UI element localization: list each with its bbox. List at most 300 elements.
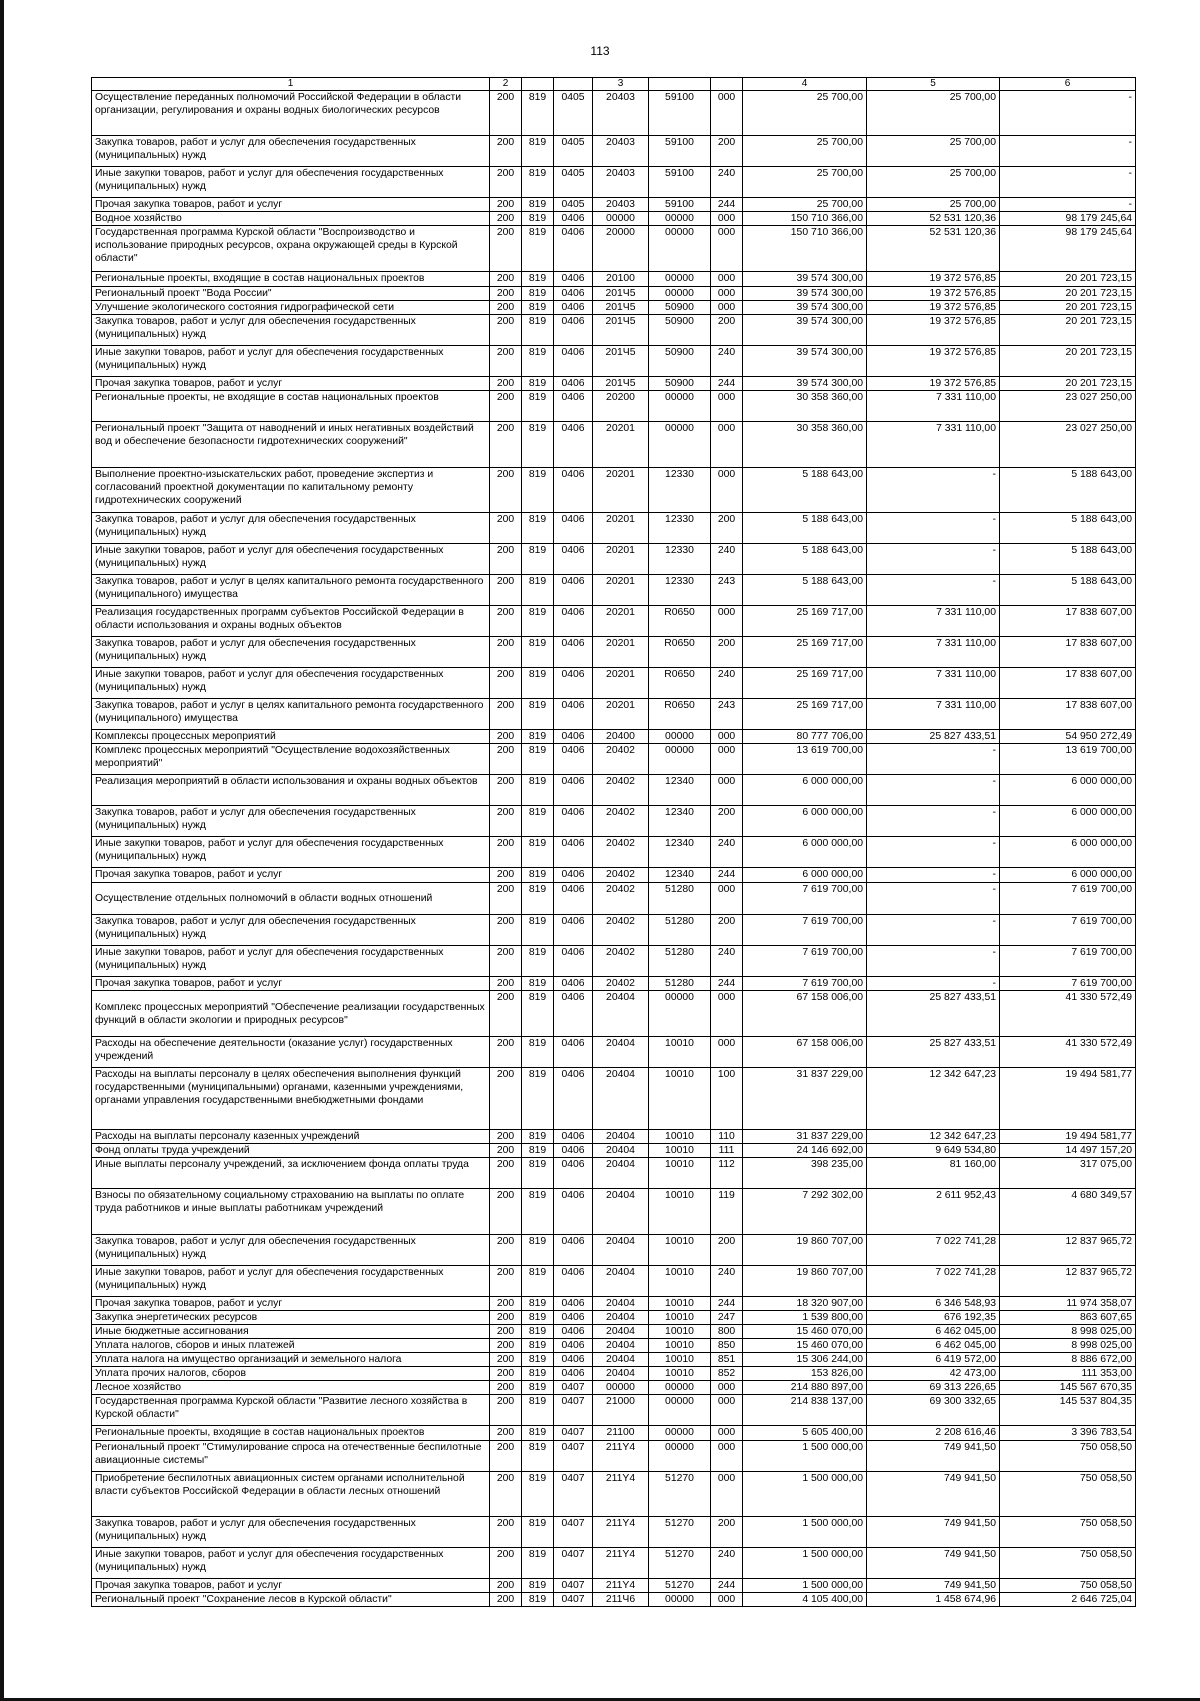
code-cell-grbs: 819 bbox=[522, 1158, 554, 1189]
table-row bbox=[92, 775, 1136, 806]
code-cell-direction: 10010 bbox=[649, 1130, 711, 1144]
code-cell-expense-type: 111 bbox=[711, 1144, 743, 1158]
code-cell-direction: 00000 bbox=[649, 1395, 711, 1426]
code-cell-200: 200 bbox=[490, 422, 522, 468]
code-cell-program: 00000 bbox=[593, 212, 649, 226]
code-cell-direction: 10010 bbox=[649, 1367, 711, 1381]
amount-cell-col5: 1 458 674,96 bbox=[867, 1593, 1000, 1607]
row-name-cell: Прочая закупка товаров, работ и услуг bbox=[92, 377, 490, 391]
code-cell-section: 0407 bbox=[554, 1381, 593, 1395]
table-row bbox=[92, 1068, 1136, 1130]
amount-cell-col5: 25 700,00 bbox=[867, 198, 1000, 212]
row-name-cell: Закупка товаров, работ и услуг для обеспечения государственных (муниципальных) нужд bbox=[92, 806, 490, 837]
amount-cell-col6: 750 058,50 bbox=[1000, 1472, 1136, 1517]
code-cell-program: 20404 bbox=[593, 1037, 649, 1068]
code-cell-200: 200 bbox=[490, 1235, 522, 1266]
amount-cell-col4: 5 188 643,00 bbox=[743, 575, 867, 606]
amount-cell-col4: 25 700,00 bbox=[743, 167, 867, 198]
code-cell-grbs: 819 bbox=[522, 1297, 554, 1311]
table-row bbox=[92, 1548, 1136, 1579]
row-name-cell: Фонд оплаты труда учреждений bbox=[92, 1144, 490, 1158]
code-cell-grbs: 819 bbox=[522, 977, 554, 991]
code-cell-200: 200 bbox=[490, 1395, 522, 1426]
table-row bbox=[92, 212, 1136, 226]
code-cell-expense-type: 243 bbox=[711, 699, 743, 730]
table-row bbox=[92, 136, 1136, 167]
row-name-cell: Прочая закупка товаров, работ и услуг bbox=[92, 977, 490, 991]
code-cell-grbs: 819 bbox=[522, 1579, 554, 1593]
table-row bbox=[92, 377, 1136, 391]
code-cell-program: 20404 bbox=[593, 1189, 649, 1235]
code-cell-200: 200 bbox=[490, 287, 522, 301]
code-cell-program: 20200 bbox=[593, 391, 649, 422]
code-cell-direction: 12330 bbox=[649, 468, 711, 513]
code-cell-program: 211Y4 bbox=[593, 1441, 649, 1472]
code-cell-section: 0406 bbox=[554, 837, 593, 868]
code-cell-section: 0406 bbox=[554, 1325, 593, 1339]
amount-cell-col4: 39 574 300,00 bbox=[743, 301, 867, 315]
amount-cell-col4: 39 574 300,00 bbox=[743, 346, 867, 377]
code-cell-section: 0406 bbox=[554, 775, 593, 806]
code-cell-200: 200 bbox=[490, 668, 522, 699]
amount-cell-col5: - bbox=[867, 806, 1000, 837]
code-cell-200: 200 bbox=[490, 946, 522, 977]
amount-cell-col4: 6 000 000,00 bbox=[743, 837, 867, 868]
row-name-cell: Региональные проекты, не входящие в состав национальных проектов bbox=[92, 391, 490, 422]
code-cell-expense-type: 000 bbox=[711, 606, 743, 637]
amount-cell-col6: 7 619 700,00 bbox=[1000, 977, 1136, 991]
code-cell-direction: 10010 bbox=[649, 1189, 711, 1235]
code-cell-program: 20404 bbox=[593, 1367, 649, 1381]
amount-cell-col4: 1 539 800,00 bbox=[743, 1311, 867, 1325]
row-name-cell: Водное хозяйство bbox=[92, 212, 490, 226]
code-cell-section: 0406 bbox=[554, 915, 593, 946]
amount-cell-col4: 5 188 643,00 bbox=[743, 468, 867, 513]
code-cell-expense-type: 000 bbox=[711, 1426, 743, 1441]
table-row bbox=[92, 730, 1136, 744]
table-row bbox=[92, 868, 1136, 883]
code-cell-grbs: 819 bbox=[522, 868, 554, 883]
amount-cell-col6: 2 646 725,04 bbox=[1000, 1593, 1136, 1607]
amount-cell-col4: 4 105 400,00 bbox=[743, 1593, 867, 1607]
code-cell-section: 0406 bbox=[554, 637, 593, 668]
code-cell-program: 20403 bbox=[593, 136, 649, 167]
code-cell-grbs: 819 bbox=[522, 1441, 554, 1472]
code-cell-200: 200 bbox=[490, 883, 522, 915]
row-name-cell: Уплата прочих налогов, сборов bbox=[92, 1367, 490, 1381]
scan-edge-left bbox=[0, 0, 4, 1701]
amount-cell-col6: 6 000 000,00 bbox=[1000, 868, 1136, 883]
table-row bbox=[92, 1593, 1136, 1607]
amount-cell-col4: 19 860 707,00 bbox=[743, 1235, 867, 1266]
amount-cell-col6: 6 000 000,00 bbox=[1000, 806, 1136, 837]
code-cell-program: 20402 bbox=[593, 883, 649, 915]
amount-cell-col4: 7 619 700,00 bbox=[743, 977, 867, 991]
amount-cell-col6: 7 619 700,00 bbox=[1000, 915, 1136, 946]
row-name-cell: Иные закупки товаров, работ и услуг для обеспечения государственных (муниципальных) нужд bbox=[92, 346, 490, 377]
code-cell-expense-type: 000 bbox=[711, 287, 743, 301]
code-cell-section: 0406 bbox=[554, 226, 593, 272]
code-cell-expense-type: 200 bbox=[711, 637, 743, 668]
amount-cell-col5: 25 827 433,51 bbox=[867, 730, 1000, 744]
amount-cell-col6: 54 950 272,49 bbox=[1000, 730, 1136, 744]
row-name-cell: Региональный проект "Стимулирование спроса на отечественные беспилотные авиационные системы" bbox=[92, 1441, 490, 1472]
amount-cell-col4: 150 710 366,00 bbox=[743, 226, 867, 272]
table-row bbox=[92, 91, 1136, 136]
code-cell-expense-type: 200 bbox=[711, 315, 743, 346]
code-cell-200: 200 bbox=[490, 1068, 522, 1130]
code-cell-section: 0406 bbox=[554, 1144, 593, 1158]
table-row bbox=[92, 637, 1136, 668]
code-cell-grbs: 819 bbox=[522, 167, 554, 198]
code-cell-direction: 12330 bbox=[649, 544, 711, 575]
amount-cell-col5: 25 827 433,51 bbox=[867, 991, 1000, 1037]
amount-cell-col4: 15 306 244,00 bbox=[743, 1353, 867, 1367]
amount-cell-col5: 19 372 576,85 bbox=[867, 315, 1000, 346]
code-cell-expense-type: 000 bbox=[711, 730, 743, 744]
table-row bbox=[92, 1517, 1136, 1548]
amount-cell-col4: 19 860 707,00 bbox=[743, 1266, 867, 1297]
amount-cell-col5: - bbox=[867, 513, 1000, 544]
code-cell-grbs: 819 bbox=[522, 1235, 554, 1266]
code-cell-direction: R0650 bbox=[649, 668, 711, 699]
column-header-spacer bbox=[522, 78, 554, 91]
code-cell-direction: 00000 bbox=[649, 212, 711, 226]
amount-cell-col5: 52 531 120,36 bbox=[867, 212, 1000, 226]
code-cell-program: 20403 bbox=[593, 198, 649, 212]
amount-cell-col6: 12 837 965,72 bbox=[1000, 1266, 1136, 1297]
code-cell-grbs: 819 bbox=[522, 730, 554, 744]
amount-cell-col4: 153 826,00 bbox=[743, 1367, 867, 1381]
code-cell-grbs: 819 bbox=[522, 915, 554, 946]
code-cell-grbs: 819 bbox=[522, 1068, 554, 1130]
code-cell-program: 20201 bbox=[593, 606, 649, 637]
amount-cell-col6: 19 494 581,77 bbox=[1000, 1068, 1136, 1130]
code-cell-section: 0406 bbox=[554, 730, 593, 744]
code-cell-section: 0406 bbox=[554, 1367, 593, 1381]
row-name-cell: Иные закупки товаров, работ и услуг для обеспечения государственных (муниципальных) нужд bbox=[92, 167, 490, 198]
code-cell-200: 200 bbox=[490, 868, 522, 883]
amount-cell-col6: 20 201 723,15 bbox=[1000, 377, 1136, 391]
amount-cell-col5: 2 208 616,46 bbox=[867, 1426, 1000, 1441]
code-cell-grbs: 819 bbox=[522, 198, 554, 212]
amount-cell-col5: - bbox=[867, 544, 1000, 575]
code-cell-expense-type: 244 bbox=[711, 868, 743, 883]
row-name-cell: Государственная программа Курской области "Развитие лесного хозяйства в Курской области" bbox=[92, 1395, 490, 1426]
column-header-spacer bbox=[711, 78, 743, 91]
amount-cell-col6: 17 838 607,00 bbox=[1000, 606, 1136, 637]
code-cell-200: 200 bbox=[490, 544, 522, 575]
code-cell-section: 0406 bbox=[554, 1130, 593, 1144]
code-cell-section: 0406 bbox=[554, 1235, 593, 1266]
code-cell-program: 21000 bbox=[593, 1395, 649, 1426]
amount-cell-col6: 98 179 245,64 bbox=[1000, 212, 1136, 226]
code-cell-direction: 10010 bbox=[649, 1297, 711, 1311]
code-cell-200: 200 bbox=[490, 1593, 522, 1607]
code-cell-expense-type: 000 bbox=[711, 91, 743, 136]
row-name-cell: Иные закупки товаров, работ и услуг для обеспечения государственных (муниципальных) нужд bbox=[92, 946, 490, 977]
row-name-cell: Прочая закупка товаров, работ и услуг bbox=[92, 1579, 490, 1593]
code-cell-section: 0406 bbox=[554, 883, 593, 915]
amount-cell-col6: 12 837 965,72 bbox=[1000, 1235, 1136, 1266]
code-cell-section: 0406 bbox=[554, 668, 593, 699]
row-name-cell: Иные закупки товаров, работ и услуг для обеспечения государственных (муниципальных) нужд bbox=[92, 544, 490, 575]
code-cell-expense-type: 000 bbox=[711, 301, 743, 315]
code-cell-program: 20201 bbox=[593, 468, 649, 513]
code-cell-program: 20404 bbox=[593, 1266, 649, 1297]
code-cell-direction: 59100 bbox=[649, 136, 711, 167]
code-cell-program: 211Ч6 bbox=[593, 1593, 649, 1607]
table-row bbox=[92, 1339, 1136, 1353]
amount-cell-col4: 1 500 000,00 bbox=[743, 1579, 867, 1593]
amount-cell-col4: 1 500 000,00 bbox=[743, 1548, 867, 1579]
code-cell-grbs: 819 bbox=[522, 668, 554, 699]
code-cell-200: 200 bbox=[490, 1381, 522, 1395]
code-cell-direction: 10010 bbox=[649, 1266, 711, 1297]
amount-cell-col5: 19 372 576,85 bbox=[867, 377, 1000, 391]
amount-cell-col4: 25 700,00 bbox=[743, 198, 867, 212]
table-row bbox=[92, 806, 1136, 837]
amount-cell-col6: 8 998 025,00 bbox=[1000, 1339, 1136, 1353]
code-cell-direction: 51270 bbox=[649, 1548, 711, 1579]
code-cell-expense-type: 000 bbox=[711, 1395, 743, 1426]
column-header: 6 bbox=[1000, 78, 1136, 91]
amount-cell-col5: 7 331 110,00 bbox=[867, 668, 1000, 699]
code-cell-200: 200 bbox=[490, 575, 522, 606]
row-name-cell: Иные закупки товаров, работ и услуг для обеспечения государственных (муниципальных) нужд bbox=[92, 837, 490, 868]
code-cell-grbs: 819 bbox=[522, 1517, 554, 1548]
code-cell-grbs: 819 bbox=[522, 699, 554, 730]
code-cell-direction: 51280 bbox=[649, 915, 711, 946]
row-name-cell: Иные закупки товаров, работ и услуг для обеспечения государственных (муниципальных) нужд bbox=[92, 1266, 490, 1297]
code-cell-program: 20201 bbox=[593, 637, 649, 668]
amount-cell-col6: 20 201 723,15 bbox=[1000, 287, 1136, 301]
amount-cell-col4: 25 700,00 bbox=[743, 91, 867, 136]
code-cell-section: 0407 bbox=[554, 1548, 593, 1579]
code-cell-section: 0406 bbox=[554, 1189, 593, 1235]
table-row bbox=[92, 1367, 1136, 1381]
code-cell-200: 200 bbox=[490, 1426, 522, 1441]
table-row bbox=[92, 1441, 1136, 1472]
amount-cell-col4: 25 169 717,00 bbox=[743, 668, 867, 699]
code-cell-expense-type: 851 bbox=[711, 1353, 743, 1367]
code-cell-expense-type: 000 bbox=[711, 226, 743, 272]
code-cell-section: 0406 bbox=[554, 991, 593, 1037]
table-row bbox=[92, 883, 1136, 915]
code-cell-200: 200 bbox=[490, 1339, 522, 1353]
amount-cell-col5: 2 611 952,43 bbox=[867, 1189, 1000, 1235]
amount-cell-col5: 69 300 332,65 bbox=[867, 1395, 1000, 1426]
amount-cell-col4: 25 169 717,00 bbox=[743, 699, 867, 730]
code-cell-direction: 00000 bbox=[649, 391, 711, 422]
amount-cell-col4: 7 619 700,00 bbox=[743, 915, 867, 946]
table-row bbox=[92, 513, 1136, 544]
amount-cell-col6: 4 680 349,57 bbox=[1000, 1189, 1136, 1235]
code-cell-grbs: 819 bbox=[522, 91, 554, 136]
code-cell-200: 200 bbox=[490, 1297, 522, 1311]
code-cell-expense-type: 000 bbox=[711, 991, 743, 1037]
amount-cell-col6: 6 000 000,00 bbox=[1000, 837, 1136, 868]
code-cell-expense-type: 243 bbox=[711, 575, 743, 606]
table-row bbox=[92, 544, 1136, 575]
code-cell-section: 0405 bbox=[554, 167, 593, 198]
code-cell-section: 0406 bbox=[554, 272, 593, 287]
code-cell-direction: 00000 bbox=[649, 1381, 711, 1395]
amount-cell-col6: 7 619 700,00 bbox=[1000, 883, 1136, 915]
code-cell-200: 200 bbox=[490, 301, 522, 315]
code-cell-200: 200 bbox=[490, 1548, 522, 1579]
code-cell-section: 0405 bbox=[554, 198, 593, 212]
amount-cell-col5: - bbox=[867, 775, 1000, 806]
amount-cell-col6: 5 188 643,00 bbox=[1000, 468, 1136, 513]
code-cell-direction: 10010 bbox=[649, 1325, 711, 1339]
code-cell-section: 0406 bbox=[554, 868, 593, 883]
code-cell-grbs: 819 bbox=[522, 991, 554, 1037]
row-name-cell: Лесное хозяйство bbox=[92, 1381, 490, 1395]
column-header: 2 bbox=[490, 78, 522, 91]
amount-cell-col4: 6 000 000,00 bbox=[743, 868, 867, 883]
amount-cell-col4: 25 169 717,00 bbox=[743, 637, 867, 668]
code-cell-grbs: 819 bbox=[522, 606, 554, 637]
amount-cell-col5: 19 372 576,85 bbox=[867, 287, 1000, 301]
code-cell-200: 200 bbox=[490, 468, 522, 513]
table-row bbox=[92, 226, 1136, 272]
code-cell-program: 20404 bbox=[593, 1325, 649, 1339]
code-cell-200: 200 bbox=[490, 1441, 522, 1472]
row-name-cell: Прочая закупка товаров, работ и услуг bbox=[92, 868, 490, 883]
code-cell-200: 200 bbox=[490, 1189, 522, 1235]
row-name-cell: Закупка товаров, работ и услуг для обеспечения государственных (муниципальных) нужд bbox=[92, 915, 490, 946]
amount-cell-col5: - bbox=[867, 915, 1000, 946]
row-name-cell: Закупка товаров, работ и услуг для обеспечения государственных (муниципальных) нужд bbox=[92, 1517, 490, 1548]
row-name-cell: Расходы на обеспечение деятельности (оказание услуг) государственных учреждений bbox=[92, 1037, 490, 1068]
amount-cell-col5: - bbox=[867, 868, 1000, 883]
row-name-cell: Уплата налога на имущество организаций и земельного налога bbox=[92, 1353, 490, 1367]
code-cell-program: 20402 bbox=[593, 977, 649, 991]
code-cell-expense-type: 240 bbox=[711, 1266, 743, 1297]
code-cell-grbs: 819 bbox=[522, 272, 554, 287]
amount-cell-col5: 676 192,35 bbox=[867, 1311, 1000, 1325]
code-cell-program: 20100 bbox=[593, 272, 649, 287]
amount-cell-col5: 19 372 576,85 bbox=[867, 301, 1000, 315]
amount-cell-col5: 42 473,00 bbox=[867, 1367, 1000, 1381]
code-cell-direction: 51270 bbox=[649, 1472, 711, 1517]
code-cell-200: 200 bbox=[490, 1325, 522, 1339]
code-cell-grbs: 819 bbox=[522, 1266, 554, 1297]
table-row bbox=[92, 198, 1136, 212]
table-row bbox=[92, 315, 1136, 346]
code-cell-direction: 51270 bbox=[649, 1517, 711, 1548]
code-cell-expense-type: 240 bbox=[711, 167, 743, 198]
row-name-cell: Реализация мероприятий в области использования и охраны водных объектов bbox=[92, 775, 490, 806]
code-cell-200: 200 bbox=[490, 744, 522, 775]
code-cell-expense-type: 200 bbox=[711, 915, 743, 946]
code-cell-program: 00000 bbox=[593, 1381, 649, 1395]
amount-cell-col5: 81 160,00 bbox=[867, 1158, 1000, 1189]
code-cell-expense-type: 240 bbox=[711, 668, 743, 699]
amount-cell-col6: 145 537 804,35 bbox=[1000, 1395, 1136, 1426]
row-name-cell: Комплекс процессных мероприятий "Обеспечение реализации государственных функций в области экологии и природных ресурсов" bbox=[92, 991, 490, 1037]
amount-cell-col6: 17 838 607,00 bbox=[1000, 637, 1136, 668]
code-cell-section: 0406 bbox=[554, 468, 593, 513]
code-cell-expense-type: 200 bbox=[711, 806, 743, 837]
code-cell-expense-type: 240 bbox=[711, 837, 743, 868]
code-cell-expense-type: 247 bbox=[711, 1311, 743, 1325]
amount-cell-col5: 749 941,50 bbox=[867, 1441, 1000, 1472]
amount-cell-col5: - bbox=[867, 744, 1000, 775]
code-cell-direction: 00000 bbox=[649, 730, 711, 744]
amount-cell-col6: 20 201 723,15 bbox=[1000, 301, 1136, 315]
column-header-spacer bbox=[554, 78, 593, 91]
row-name-cell: Иные закупки товаров, работ и услуг для обеспечения государственных (муниципальных) нужд bbox=[92, 668, 490, 699]
row-name-cell: Прочая закупка товаров, работ и услуг bbox=[92, 198, 490, 212]
code-cell-grbs: 819 bbox=[522, 226, 554, 272]
code-cell-direction: 50900 bbox=[649, 377, 711, 391]
code-cell-section: 0405 bbox=[554, 91, 593, 136]
row-name-cell: Расходы на выплаты персоналу казенных учреждений bbox=[92, 1130, 490, 1144]
code-cell-section: 0406 bbox=[554, 391, 593, 422]
code-cell-expense-type: 000 bbox=[711, 391, 743, 422]
amount-cell-col6: 20 201 723,15 bbox=[1000, 272, 1136, 287]
amount-cell-col5: 6 346 548,93 bbox=[867, 1297, 1000, 1311]
row-name-cell: Государственная программа Курской области "Воспроизводство и использование природных ресурсов, охрана окружающей среды в Курской области" bbox=[92, 226, 490, 272]
row-name-cell: Комплексы процессных мероприятий bbox=[92, 730, 490, 744]
code-cell-200: 200 bbox=[490, 806, 522, 837]
code-cell-direction: 50900 bbox=[649, 301, 711, 315]
amount-cell-col4: 31 837 229,00 bbox=[743, 1130, 867, 1144]
code-cell-direction: 10010 bbox=[649, 1339, 711, 1353]
amount-cell-col5: 7 022 741,28 bbox=[867, 1235, 1000, 1266]
code-cell-program: 20404 bbox=[593, 1068, 649, 1130]
row-name-cell: Осуществление переданных полномочий Российской Федерации в области организации, регулирования и охраны водных биологических ресурсов bbox=[92, 91, 490, 136]
code-cell-program: 20201 bbox=[593, 668, 649, 699]
code-cell-expense-type: 000 bbox=[711, 1037, 743, 1068]
amount-cell-col6: - bbox=[1000, 167, 1136, 198]
code-cell-program: 201Ч5 bbox=[593, 315, 649, 346]
code-cell-direction: 51280 bbox=[649, 946, 711, 977]
amount-cell-col4: 5 605 400,00 bbox=[743, 1426, 867, 1441]
amount-cell-col4: 1 500 000,00 bbox=[743, 1517, 867, 1548]
code-cell-program: 20402 bbox=[593, 806, 649, 837]
code-cell-grbs: 819 bbox=[522, 806, 554, 837]
code-cell-direction: 00000 bbox=[649, 1441, 711, 1472]
amount-cell-col6: 5 188 643,00 bbox=[1000, 513, 1136, 544]
code-cell-direction: 59100 bbox=[649, 198, 711, 212]
amount-cell-col5: 749 941,50 bbox=[867, 1579, 1000, 1593]
code-cell-section: 0406 bbox=[554, 287, 593, 301]
table-row bbox=[92, 915, 1136, 946]
amount-cell-col4: 7 619 700,00 bbox=[743, 883, 867, 915]
amount-cell-col4: 398 235,00 bbox=[743, 1158, 867, 1189]
amount-cell-col6: 11 974 358,07 bbox=[1000, 1297, 1136, 1311]
code-cell-200: 200 bbox=[490, 915, 522, 946]
row-name-cell: Реализация государственных программ субъектов Российской Федерации в области использования и охраны водных объектов bbox=[92, 606, 490, 637]
code-cell-direction: 00000 bbox=[649, 422, 711, 468]
code-cell-section: 0406 bbox=[554, 1068, 593, 1130]
amount-cell-col6: - bbox=[1000, 136, 1136, 167]
code-cell-section: 0407 bbox=[554, 1593, 593, 1607]
table-row bbox=[92, 1472, 1136, 1517]
code-cell-section: 0405 bbox=[554, 136, 593, 167]
column-header-spacer bbox=[649, 78, 711, 91]
code-cell-200: 200 bbox=[490, 1472, 522, 1517]
code-cell-program: 20201 bbox=[593, 513, 649, 544]
amount-cell-col6: - bbox=[1000, 198, 1136, 212]
code-cell-program: 201Ч5 bbox=[593, 346, 649, 377]
code-cell-200: 200 bbox=[490, 1353, 522, 1367]
code-cell-expense-type: 000 bbox=[711, 744, 743, 775]
row-name-cell: Закупка товаров, работ и услуг для обеспечения государственных (муниципальных) нужд bbox=[92, 1235, 490, 1266]
